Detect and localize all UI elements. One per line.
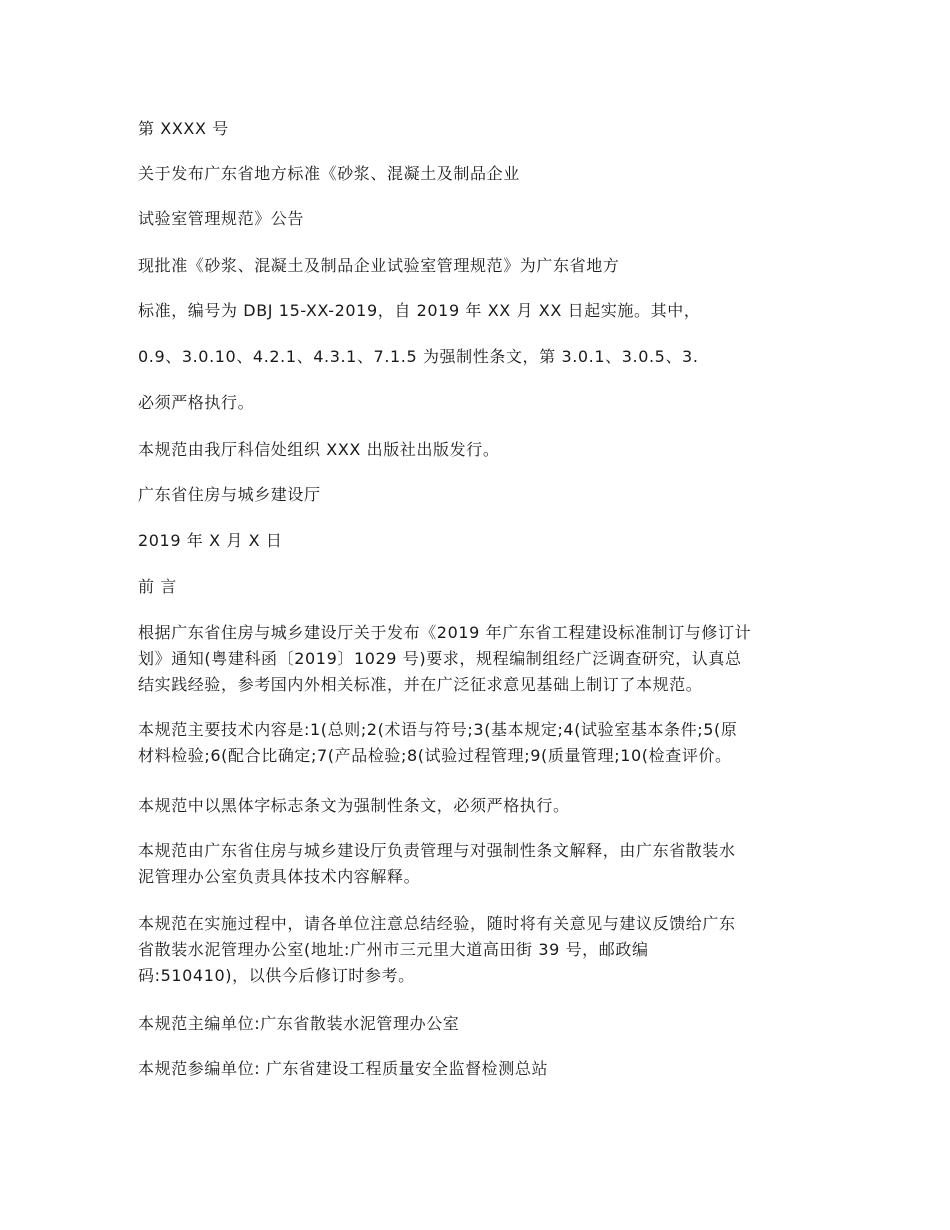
approval-line-1: 现批准《砂浆、混凝土及制品企业试验室管理规范》为广东省地方 — [138, 256, 620, 275]
preface-paragraph-3: 本规范中以黑体字标志条文为强制性条文，必须严格执行。 — [138, 796, 570, 815]
notice-number: 第 XXXX 号 — [138, 119, 229, 138]
preface-paragraph-1 — [138, 620, 818, 698]
approval-line-4: 必须严格执行。 — [138, 393, 255, 412]
notice-title-line-2: 试验室管理规范》公告 — [138, 209, 305, 228]
preface-p5-line-3: 码:510410)，以供今后修订时参考。 — [138, 966, 415, 985]
preface-p1-line-2: 划》通知(粤建科函〔2019〕1029 号)要求，规程编制组经广泛调查研究，认真总 — [138, 649, 742, 668]
preface-paragraph-2 — [138, 717, 818, 769]
approval-line-3: 0.9、3.0.10、4.2.1、4.3.1、7.1.5 为强制性条文，第 3.0.1、3.0.5、3. — [138, 347, 699, 366]
preface-p5-line-1: 本规范在实施过程中，请各单位注意总结经验，随时将有关意见与建议反馈给广东 — [138, 914, 736, 933]
preface-p5-line-2: 省散装水泥管理办公室(地址:广州市三元里大道高田街 39 号，邮政编 — [138, 940, 649, 959]
participating-editing-unit: 本规范参编单位: 广东省建设工程质量安全监督检测总站 — [138, 1059, 549, 1078]
preface-p2-line-2: 材料检验;6(配合比确定;7(产品检验;8(试验过程管理;9(质量管理;10(检查评价。 — [138, 746, 732, 765]
preface-p4-line-2: 泥管理办公室负责具体技术内容解释。 — [138, 867, 421, 886]
preface-p4-line-1: 本规范由广东省住房与城乡建设厅负责管理与对强制性条文解释，由广东省散装水 — [138, 841, 736, 860]
publisher-note: 本规范由我厅科信处组织 XXX 出版社出版发行。 — [138, 440, 500, 459]
issuer: 广东省住房与城乡建设厅 — [138, 485, 321, 504]
approval-line-2: 标准，编号为 DBJ 15-XX-2019，自 2019 年 XX 月 XX 日起实施。其中， — [138, 301, 701, 320]
chief-editing-unit: 本规范主编单位:广东省散装水泥管理办公室 — [138, 1014, 460, 1033]
preface-paragraph-4 — [138, 838, 818, 890]
preface-p1-line-3: 结实践经验，参考国内外相关标准，并在广泛征求意见基础上制订了本规范。 — [138, 675, 703, 694]
preface-p2-line-1: 本规范主要技术内容是:1(总则;2(术语与符号;3(基本规定;4(试验室基本条件;5(原 — [138, 720, 738, 739]
preface-heading: 前 言 — [138, 577, 177, 596]
preface-p1-line-1: 根据广东省住房与城乡建设厅关于发布《2019 年广东省工程建设标准制订与修订计 — [138, 623, 752, 642]
notice-title-line-1: 关于发布广东省地方标准《砂浆、混凝土及制品企业 — [138, 164, 520, 183]
preface-paragraph-5 — [138, 911, 818, 989]
issue-date: 2019 年 X 月 X 日 — [138, 531, 283, 550]
